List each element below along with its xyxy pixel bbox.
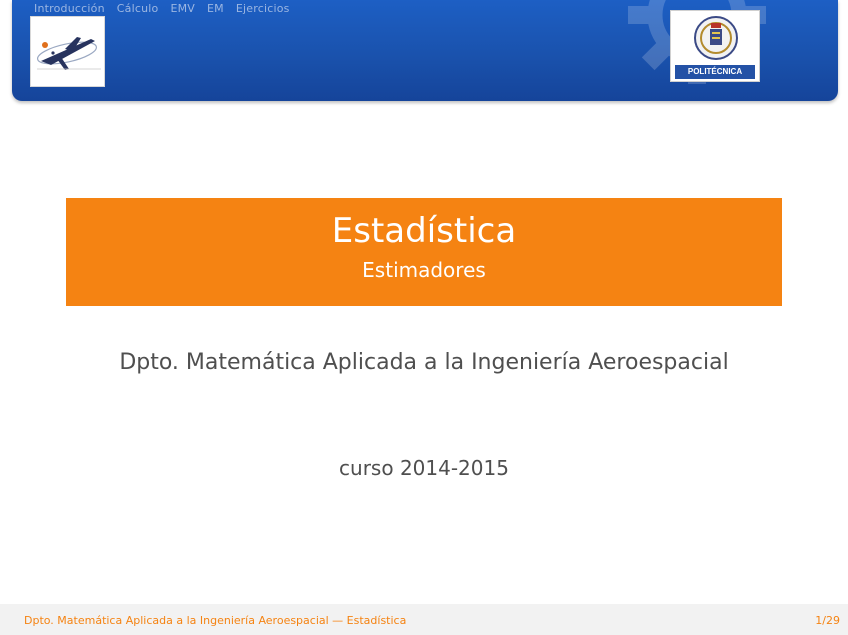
nav-item-ejercicios[interactable]: Ejercicios — [235, 2, 290, 15]
footer-bar — [0, 604, 848, 635]
title-block — [66, 198, 782, 306]
page-number: 1/29 — [815, 614, 840, 627]
department-logo — [30, 16, 105, 87]
university-logo — [670, 10, 760, 82]
presentation-date: curso 2014-2015 — [339, 456, 509, 480]
nav-item-em[interactable]: EM — [207, 2, 224, 15]
nav-item-introduccion[interactable]: Introducción — [34, 2, 105, 15]
university-logo-label: POLITÉCNICA — [675, 65, 755, 79]
section-nav — [34, 2, 302, 15]
footer-title: Dpto. Matemática Aplicada a la Ingeniería Aeroespacial — Estadística — [24, 614, 407, 627]
nav-item-calculo[interactable]: Cálculo — [116, 2, 159, 15]
author-institute: Dpto. Matemática Aplicada a la Ingeniería Aeroespacial — [119, 350, 729, 375]
header-bar — [12, 0, 838, 101]
nav-item-emv[interactable]: EMV — [170, 2, 196, 15]
crest-icon — [671, 11, 761, 67]
presentation-title: Estadística — [331, 211, 517, 251]
aircraft-logo-icon — [31, 17, 106, 88]
presentation-subtitle: Estimadores — [362, 258, 486, 282]
